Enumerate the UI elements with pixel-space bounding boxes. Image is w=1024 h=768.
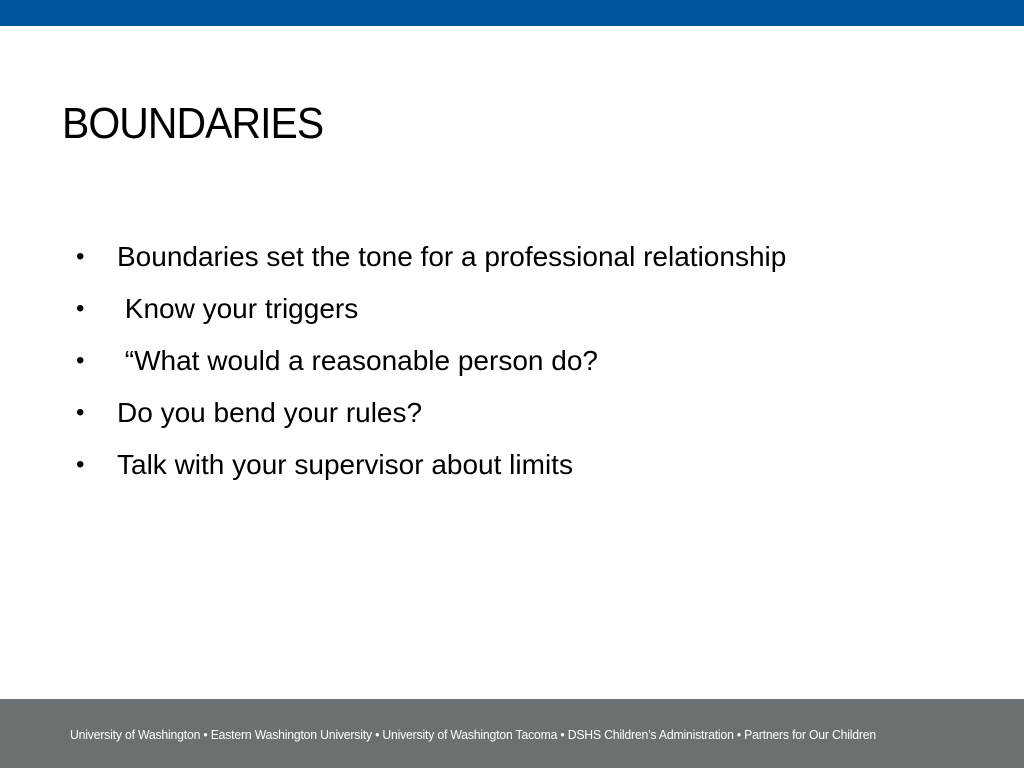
slide-title: BOUNDARIES [62, 99, 324, 148]
bullet-text: Know your triggers [117, 293, 359, 324]
bullet-text: Do you bend your rules? [117, 397, 423, 428]
footer-partners-text: University of Washington • Eastern Washington University • University of Washington Tacoma • DSHS Children’s Administration • Partners for Our Children [70, 727, 876, 742]
bullet-list [76, 234, 787, 494]
bullet-icon: • [76, 243, 85, 270]
bullet-icon: • [76, 295, 85, 322]
bullet-text: Talk with your supervisor about limits [117, 449, 573, 480]
bullet-item [76, 234, 787, 286]
bullet-text: “What would a reasonable person do? [117, 345, 598, 376]
bullet-icon: • [76, 451, 85, 478]
bullet-item [76, 338, 598, 390]
top-accent-bar [0, 0, 1024, 26]
bullet-item [76, 286, 359, 338]
footer-bar [0, 699, 1024, 768]
bullet-icon: • [76, 399, 85, 426]
bullet-item [76, 390, 423, 442]
bullet-item [76, 442, 573, 494]
bullet-text: Boundaries set the tone for a professional relationship [117, 241, 787, 272]
bullet-icon: • [76, 347, 85, 374]
